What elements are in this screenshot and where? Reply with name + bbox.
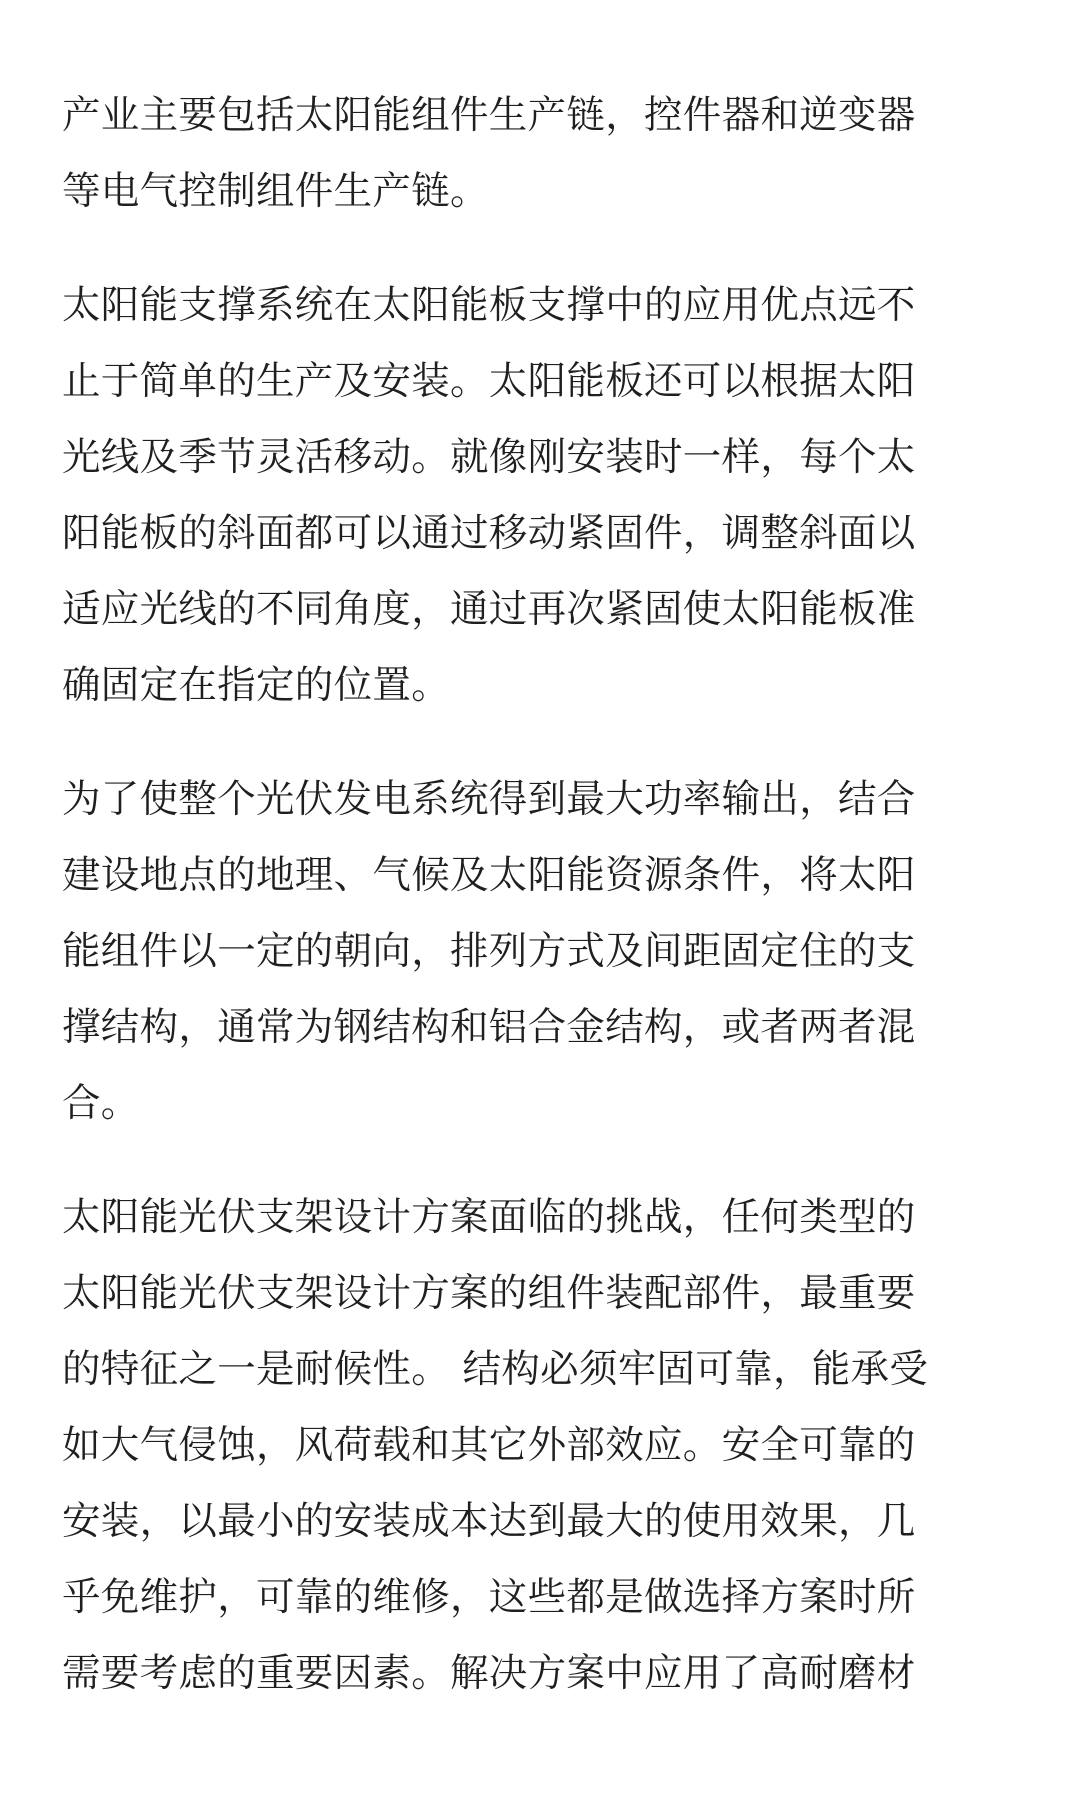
text-line: 确固定在指定的位置。 bbox=[62, 663, 451, 708]
text-line: 适应光线的不同角度，通过再次紧固使太阳能板准 bbox=[62, 587, 916, 632]
article-body bbox=[62, 78, 1022, 1750]
text-line: 太阳能光伏支架设计方案面临的挑战，任何类型的 bbox=[62, 1195, 916, 1240]
text-line: 为了使整个光伏发电系统得到最大功率输出，结合 bbox=[62, 777, 916, 822]
paragraph-2 bbox=[62, 268, 1022, 724]
text-line: 光线及季节灵活移动。就像刚安装时一样，每个太 bbox=[62, 435, 916, 480]
text-line: 等电气控制组件生产链。 bbox=[62, 169, 489, 214]
paragraph-3 bbox=[62, 762, 1022, 1142]
text-line: 的特征之一是耐候性。 结构必须牢固可靠，能承受 bbox=[62, 1347, 929, 1392]
text-line: 太阳能光伏支架设计方案的组件装配部件，最重要 bbox=[62, 1271, 916, 1316]
text-line: 能组件以一定的朝向，排列方式及间距固定住的支 bbox=[62, 929, 916, 974]
text-line: 阳能板的斜面都可以通过移动紧固件，调整斜面以 bbox=[62, 511, 916, 556]
text-line: 产业主要包括太阳能组件生产链，控件器和逆变器 bbox=[62, 93, 916, 138]
text-line: 需要考虑的重要因素。解决方案中应用了高耐磨材 bbox=[62, 1651, 916, 1696]
paragraph-1 bbox=[62, 78, 1022, 230]
text-line: 乎免维护，可靠的维修，这些都是做选择方案时所 bbox=[62, 1575, 916, 1620]
text-line: 太阳能支撑系统在太阳能板支撑中的应用优点远不 bbox=[62, 283, 916, 328]
text-line: 安装，以最小的安装成本达到最大的使用效果，几 bbox=[62, 1499, 916, 1544]
text-line: 建设地点的地理、气候及太阳能资源条件，将太阳 bbox=[62, 853, 916, 898]
text-line: 合。 bbox=[62, 1081, 140, 1126]
text-line: 如大气侵蚀，风荷载和其它外部效应。安全可靠的 bbox=[62, 1423, 916, 1468]
text-line: 止于简单的生产及安装。太阳能板还可以根据太阳 bbox=[62, 359, 916, 404]
text-line: 撑结构，通常为钢结构和铝合金结构，或者两者混 bbox=[62, 1005, 916, 1050]
paragraph-4 bbox=[62, 1180, 1022, 1712]
